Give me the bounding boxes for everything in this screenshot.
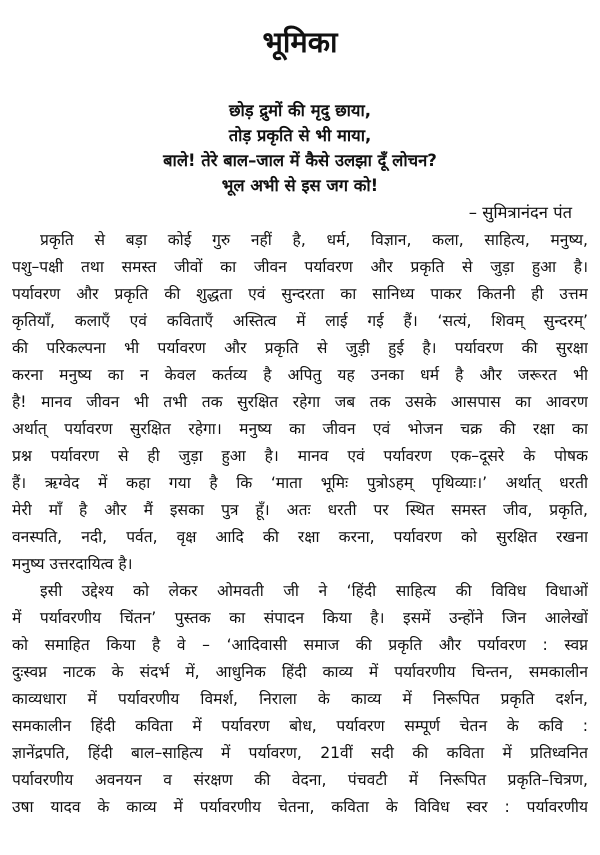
poem-epigraph <box>0 98 600 198</box>
paragraph-line: को समाहित किया है वे – ‘आदिवासी समाज की प्रकृति और पर्यावरण : स्वप्न <box>12 636 588 654</box>
paragraph-line: उषा यादव के काव्य में पर्यावरणीय चेतना, कविता के विविध स्वर : पर्यावरणीय <box>12 798 588 816</box>
paragraph-line: हैं। ऋग्वेद में कहा गया है कि ‘माता भूमिः पुत्रोऽहम् पृथिव्याः।’ अर्थात् धरती <box>12 474 588 492</box>
poem-line: बाले! तेरे बाल–जाल में कैसे उलझा दूँ लोचन? <box>163 151 437 170</box>
paragraph-line: प्रश्न पर्यावरण से ही जुड़ा हुआ है। मानव एवं पर्यावरण एक–दूसरे के पोषक <box>12 447 588 465</box>
paragraph-line: है! मानव जीवन भी तभी तक सुरक्षित रहेगा जब तक उसके आसपास का आवरण <box>12 393 588 411</box>
paragraph-line: ज्ञानेंद्रपति, हिंदी बाल–साहित्य में पर्यावरण, 21वीं सदी की कविता में प्रतिध्वनित <box>12 744 588 762</box>
paragraph-line: वनस्पति, नदी, पर्वत, वृक्ष आदि की रक्षा करना, पर्यावरण को सुरक्षित रखना <box>12 528 588 546</box>
paragraph-line: मेरी माँ है और मैं इसका पुत्र हूँ। अतः धरती पर स्थित समस्त जीव, प्रकृति, <box>12 501 588 519</box>
paragraph-line: कृतियाँ, कलाएँ एवं कविताएँ अस्तित्व में लाई गई हैं। ‘सत्यं, शिवम् सुन्दरम्’ <box>12 312 588 330</box>
paragraph-line: काव्यधारा में पर्यावरणीय विमर्श, निराला के काव्य में निरूपित प्रकृति दर्शन, <box>12 690 588 708</box>
paragraph-line: करना मनुष्य का न केवल कर्तव्य है अपितु यह उनका धर्म है और जरूरत भी <box>12 366 588 384</box>
poem-line: छोड़ द्रुमों की मृदु छाया, <box>228 101 372 120</box>
poem-line: तोड़ प्रकृति से भी माया, <box>228 126 372 145</box>
poem-line: भूल अभी से इस जग को! <box>221 176 379 195</box>
paragraph-line: अर्थात् पर्यावरण सुरक्षित रहेगा। मनुष्य का जीवन एवं भोजन चक्र की रक्षा का <box>12 420 588 438</box>
paragraph-line: में पर्यावरणीय चिंतन’ पुस्तक का संपादन किया है। इसमें उन्होंने जिन आलेखों <box>12 609 588 627</box>
paragraph-line: पशु–पक्षी तथा समस्त जीवों का जीवन पर्यावरण और प्रकृति से जुड़ा हुआ है। <box>12 258 588 276</box>
poem-attribution: – सुमित्रानंदन पंत <box>468 203 572 222</box>
paragraph-line: मनुष्य उत्तरदायित्व है। <box>12 555 133 573</box>
paragraph-line: समकालीन हिंदी कविता में पर्यावरण बोध, पर्यावरण सम्पूर्ण चेतन के कवि : <box>12 717 588 735</box>
paragraph-line: इसी उद्देश्य को लेकर ओमवती जी ने ‘हिंदी साहित्य की विविध विधाओं <box>40 582 588 600</box>
paragraph-line: पर्यावरणीय अवनयन व संरक्षण की वेदना, पंचवटी में निरूपित प्रकृति–चित्रण, <box>12 771 588 789</box>
paragraph-line: दुःस्वप्न नाटक के संदर्भ में, आधुनिक हिंदी काव्य में पर्यावरणीय चिन्तन, समकालीन <box>12 663 588 681</box>
paragraph-line: की परिकल्पना भी पर्यावरण और प्रकृति से जुड़ी हुई है। पर्यावरण की सुरक्षा <box>12 339 588 357</box>
paragraph-line: पर्यावरण और प्रकृति की शुद्धता एवं सुन्दरता का सानिध्य पाकर कितनी ही उत्तम <box>12 285 588 303</box>
paragraph-line: प्रकृति से बड़ा कोई गुरु नहीं है, धर्म, विज्ञान, कला, साहित्य, मनुष्य, <box>40 231 588 249</box>
page-title: भूमिका <box>262 25 338 59</box>
